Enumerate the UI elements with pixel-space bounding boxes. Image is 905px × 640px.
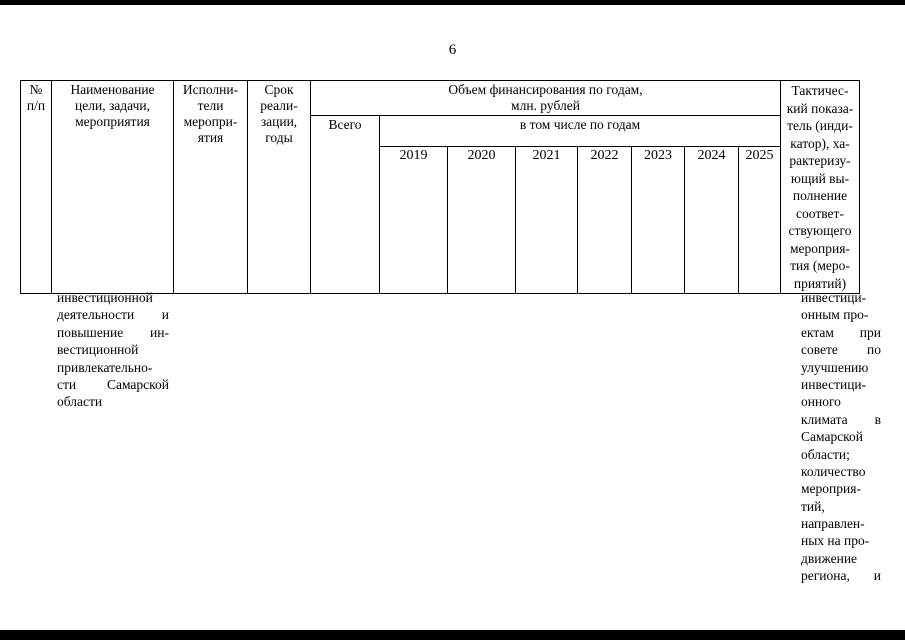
col-indicator-line-12: приятий) <box>793 275 847 291</box>
col-total-header: Всего <box>311 116 380 294</box>
col-indicator-line-10: мероприя- <box>790 240 850 256</box>
col-including-header: в том числе по годам <box>380 116 781 147</box>
col-indicator-line-3: тель (инди- <box>787 118 853 133</box>
indicator-line: мероприя- <box>801 481 861 497</box>
col-financing-line-2: млн. рублей <box>511 98 580 113</box>
col-executors-line-3: меропри- <box>183 114 238 129</box>
goal-line: повышение ин- <box>57 324 169 340</box>
col-indicator-header <box>781 81 860 294</box>
goal-line: вестиционной <box>57 342 139 358</box>
goal-line: инвестиционной <box>57 290 153 305</box>
col-term-header <box>248 81 311 294</box>
col-term-line-3: зации, <box>260 114 298 129</box>
indicator-line: региона, и <box>801 568 881 584</box>
col-name-line-3: мероприятия <box>75 114 150 129</box>
indicator-line: инвестици- <box>801 290 867 305</box>
col-name-header <box>52 81 174 294</box>
col-name-line-2: цели, задачи, <box>75 98 150 113</box>
indicator-line: ектам при <box>801 324 881 340</box>
col-number-header <box>21 81 52 294</box>
col-number-line-2: п/п <box>26 98 46 113</box>
col-indicator-line-1: Тактичес- <box>791 83 849 98</box>
year-2020-header: 2020 <box>448 147 516 294</box>
goal-line: области <box>57 394 103 410</box>
indicator-line: количество <box>801 463 866 479</box>
col-indicator-line-4: катор), ха- <box>790 135 850 151</box>
indicator-line: тий, <box>801 498 825 514</box>
indicator-line: области; <box>801 446 850 462</box>
year-2025-header: 2025 <box>739 147 781 294</box>
col-executors-header <box>174 81 248 294</box>
goal-line: деятельности и <box>57 307 169 323</box>
col-term-line-2: реали- <box>260 98 298 113</box>
col-term-line-1: Срок <box>264 82 294 97</box>
col-name-line-1: Наименование <box>70 82 155 97</box>
indicator-line: инвестици- <box>801 376 867 392</box>
col-financing-header <box>311 81 781 116</box>
indicator-line: онного <box>801 394 841 410</box>
header-table <box>20 80 860 294</box>
col-executors-line-1: Исполни- <box>182 82 239 97</box>
indicator-description-text <box>801 289 881 585</box>
col-indicator-line-8: соответ- <box>796 205 844 221</box>
year-2022-header: 2022 <box>578 147 632 294</box>
indicator-line: климата в <box>801 411 881 427</box>
indicator-line: направлен- <box>801 516 865 532</box>
indicator-line: Самарской <box>801 429 864 445</box>
col-financing-line-1: Объем финансирования по годам, <box>448 82 643 97</box>
col-indicator-line-6: ющий вы- <box>790 170 850 186</box>
col-executors-line-4: ятия <box>197 130 224 145</box>
year-2021-header: 2021 <box>516 147 578 294</box>
year-2024-header: 2024 <box>685 147 739 294</box>
col-indicator-line-9: ствующего <box>788 223 852 238</box>
col-indicator-line-2: кий показа- <box>786 100 854 116</box>
indicator-line: совете по <box>801 342 881 358</box>
goal-description-text <box>57 289 169 411</box>
goal-line: привлекательно- <box>57 359 153 375</box>
year-2023-header: 2023 <box>632 147 685 294</box>
year-2019-header: 2019 <box>380 147 448 294</box>
indicator-line: движение <box>801 550 858 566</box>
page-number: 6 <box>448 42 457 58</box>
col-executors-line-2: тели <box>197 98 224 113</box>
col-indicator-line-11: тия (меро- <box>790 258 850 273</box>
col-indicator-line-5: рактеризу- <box>789 153 851 168</box>
indicator-line: ных на про- <box>801 533 870 549</box>
bottom-border <box>0 630 905 640</box>
indicator-line: улучшению <box>801 359 869 375</box>
col-indicator-line-7: полнение <box>792 188 848 203</box>
col-term-line-4: годы <box>265 130 293 145</box>
top-border <box>0 0 905 5</box>
goal-line: сти Самарской <box>57 376 169 392</box>
indicator-line: онным про- <box>801 307 869 323</box>
col-number-line-1: № <box>29 82 43 97</box>
